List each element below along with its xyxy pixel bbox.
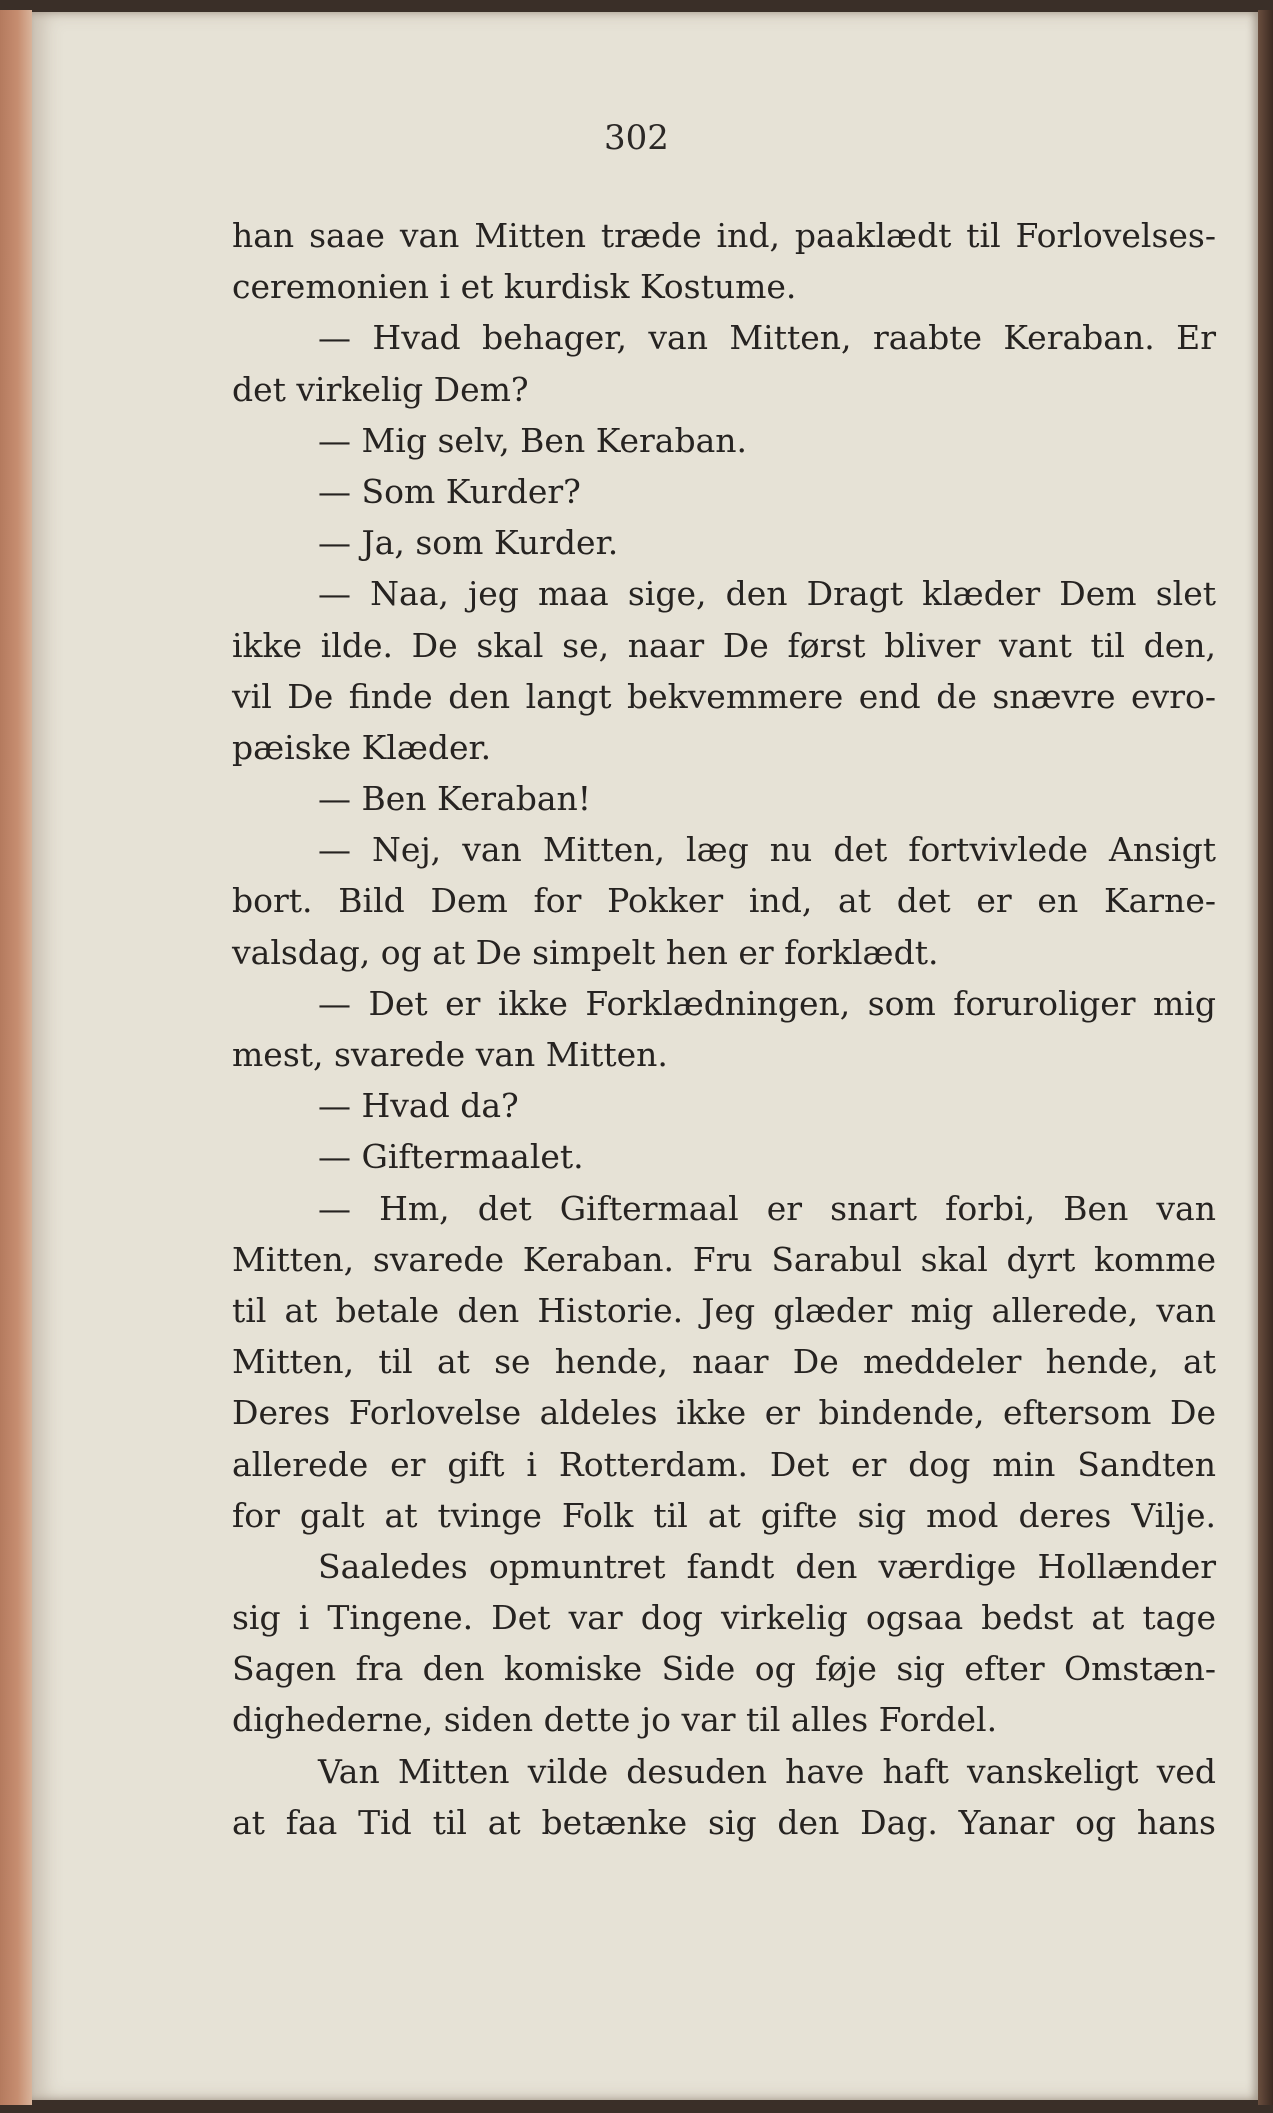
text-line: — Ben Keraban! [318,779,592,819]
text-line: for galt at tvinge Folk til at gifte sig mod deres Vilje. [232,1495,1216,1535]
text-line: dighederne, siden dette jo var til alles Fordel. [232,1700,998,1740]
text-line: ceremonien i et kurdisk Kostume. [232,267,797,307]
text-line: det virkelig Dem? [232,369,529,409]
text-line: han saae van Mitten træde ind, paaklædt til Forlovelses- [232,216,1216,255]
text-line: — Ja, som Kurder. [318,523,619,563]
text-line: ikke ilde. De skal se, naar De først bliver vant til den, [232,625,1216,665]
text-line: — Hvad da? [318,1086,519,1126]
page-edge-left [0,10,32,2105]
text-line: — Naa, jeg maa sige, den Dragt klæder Dem slet [318,574,1216,614]
text-line: Sagen fra den komiske Side og føje sig efter Omstæn- [232,1649,1216,1689]
text-line: mest, svarede van Mitten. [232,1035,668,1074]
text-line: — Hm, det Giftermaal er snart forbi, Ben van [318,1188,1216,1228]
text-line: at faa Tid til at betænke sig den Dag. Yanar og hans [232,1802,1216,1842]
text-line: Mitten, svarede Keraban. Fru Sarabul skal dyrt komme [232,1239,1216,1279]
text-line: — Det er ikke Forklædningen, som foruroliger mig [318,983,1216,1023]
text-line: til at betale den Historie. Jeg glæder mig allerede, van [232,1290,1216,1330]
text-line: — Som Kurder? [318,471,581,511]
text-line: vil De finde den langt bekvemmere end de snævre evro- [232,676,1216,716]
text-line: bort. Bild Dem for Pokker ind, at det er en Karne- [232,881,1216,921]
text-line: valsdag, og at De simpelt hen er forklædt. [232,932,939,972]
text-line: — Giftermaalet. [318,1137,584,1177]
page-edge-right [1258,10,1273,2105]
text-line: allerede er gift i Rotterdam. Det er dog min Sandten [232,1444,1216,1484]
text-line: Van Mitten vilde desuden have haft vanskeligt ved [318,1751,1216,1791]
text-line: Mitten, til at se hende, naar De meddeler hende, at [232,1342,1216,1382]
text-line: sig i Tingene. Det var dog virkelig ogsaa bedst at tage [232,1598,1216,1638]
page-number: 302 [604,118,669,158]
text-line: — Nej, van Mitten, læg nu det fortvivlede Ansigt [318,830,1216,870]
text-line: Saaledes opmuntret fandt den værdige Hollænder [318,1546,1216,1586]
text-line: — Mig selv, Ben Keraban. [318,420,747,460]
text-line: — Hvad behager, van Mitten, raabte Keraban. Er [318,318,1216,358]
body-text [232,210,1216,1848]
text-line: Deres Forlovelse aldeles ikke er bindende, eftersom De [232,1393,1216,1433]
text-line: pæiske Klæder. [232,727,492,767]
